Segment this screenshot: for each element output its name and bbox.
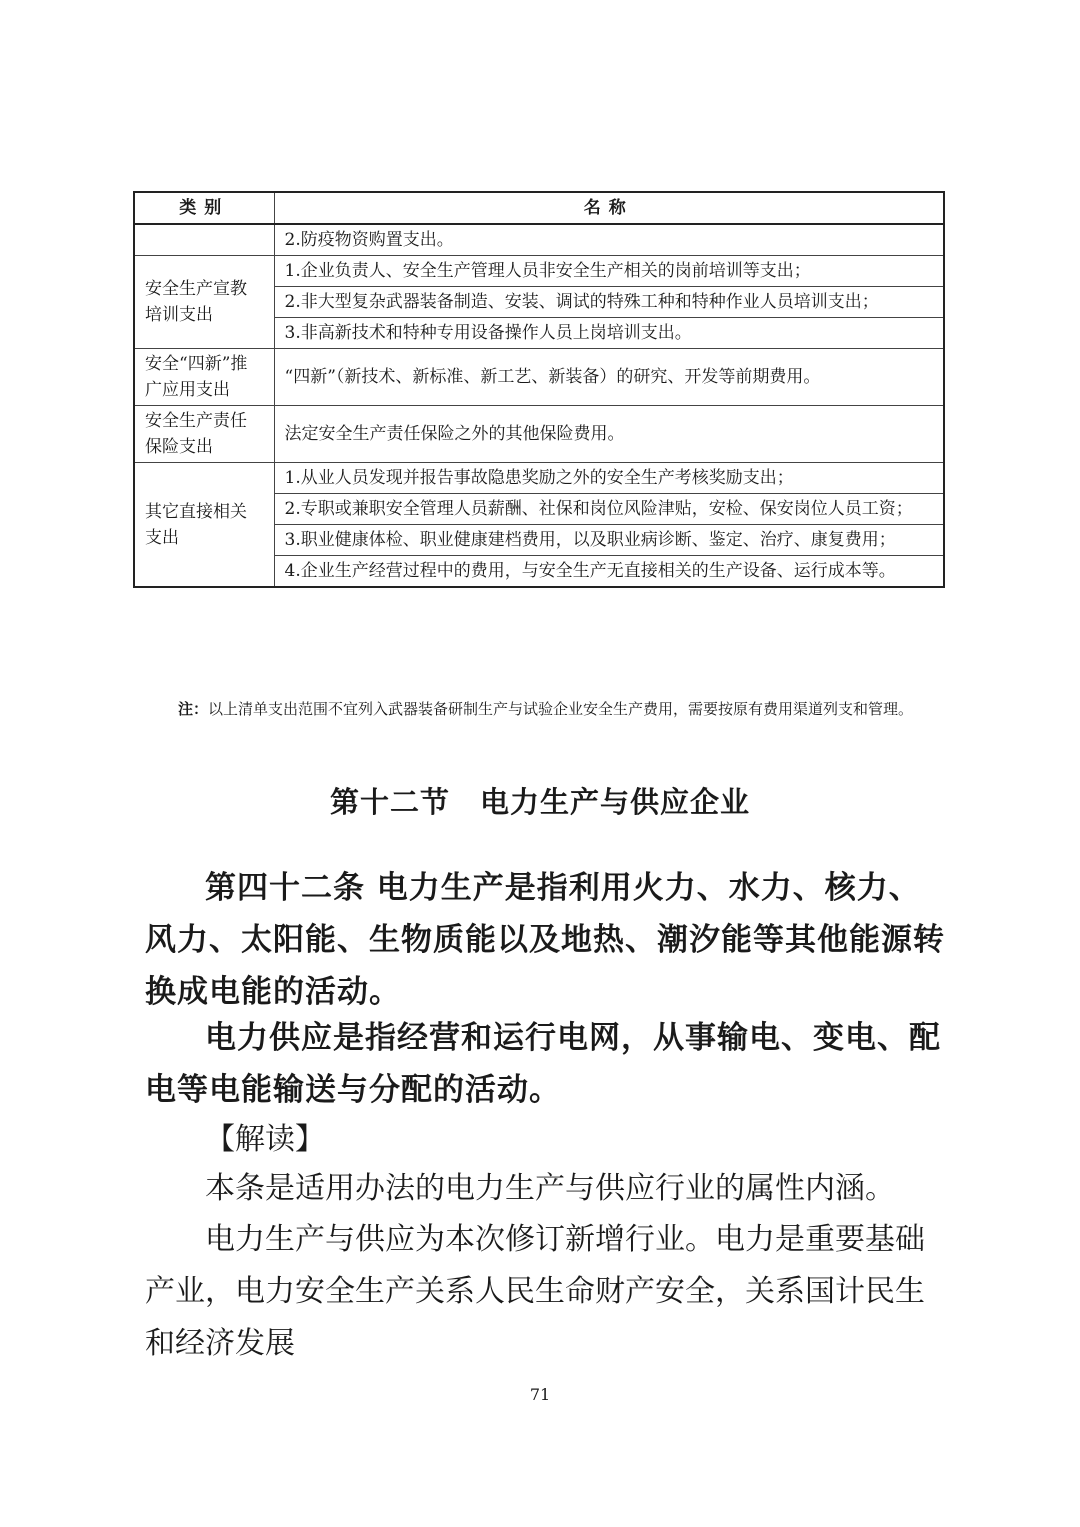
item-cell: “四新”（新技术、新标准、新工艺、新装备）的研究、开发等前期费用。 xyxy=(274,349,944,406)
table-row xyxy=(134,256,944,287)
category-cell: 安全“四新”推广应用支出 xyxy=(134,349,274,406)
item-cell: 2.专职或兼职安全管理人员薪酬、社保和岗位风险津贴，安检、保安岗位人员工资； xyxy=(274,494,944,525)
table-row xyxy=(134,224,944,256)
note-label: 注： xyxy=(178,700,209,718)
section-number: 第十二节 xyxy=(329,785,450,819)
item-cell: 2.非大型复杂武器装备制造、安装、调试的特殊工种和特种作业人员培训支出； xyxy=(274,287,944,318)
item-cell: 1.企业负责人、安全生产管理人员非安全生产相关的岗前培训等支出； xyxy=(274,256,944,287)
item-cell: 2.防疫物资购置支出。 xyxy=(274,224,944,256)
page-number: 71 xyxy=(529,1385,551,1404)
interpretation-paragraph-1: 本条是适用办法的电力生产与供应行业的属性内涵。 xyxy=(205,1171,895,1206)
interpretation-heading: 【解读】 xyxy=(205,1122,325,1157)
header-name: 名称 xyxy=(274,192,944,224)
section-title xyxy=(0,780,1080,821)
table-row xyxy=(134,463,944,494)
article-paragraph-1: 第四十二条 电力生产是指利用火力、水力、核力、风力、太阳能、生物质能以及地热、潮汐能等其他能源转换成电能的活动。 xyxy=(145,870,945,1010)
category-cell xyxy=(134,224,274,256)
category-cell: 安全生产宣教培训支出 xyxy=(134,256,274,349)
header-category: 类别 xyxy=(134,192,274,224)
category-cell: 其它直接相关支出 xyxy=(134,463,274,588)
interpretation-paragraph-2: 电力生产与供应为本次修订新增行业。电力是重要基础产业，电力安全生产关系人民生命财产安全，关系国计民生和经济发展 xyxy=(145,1222,925,1361)
table-row xyxy=(134,349,944,406)
table-header-row xyxy=(134,192,944,224)
article-paragraph-2: 电力供应是指经营和运行电网，从事输电、变电、配电等电能输送与分配的活动。 xyxy=(145,1020,941,1108)
item-cell: 1.从业人员发现并报告事故隐患奖励之外的安全生产考核奖励支出； xyxy=(274,463,944,494)
item-cell: 3.职业健康体检、职业健康建档费用，以及职业病诊断、鉴定、治疗、康复费用； xyxy=(274,525,944,556)
table-body xyxy=(134,224,944,587)
item-cell: 法定安全生产责任保险之外的其他保险费用。 xyxy=(274,406,944,463)
category-cell: 安全生产责任保险支出 xyxy=(134,406,274,463)
expense-table xyxy=(133,191,945,588)
item-cell: 4.企业生产经营过程中的费用，与安全生产无直接相关的生产设备、运行成本等。 xyxy=(274,556,944,588)
item-cell: 3.非高新技术和特种专用设备操作人员上岗培训支出。 xyxy=(274,318,944,349)
table-note xyxy=(140,694,940,724)
section-name: 电力生产与供应企业 xyxy=(480,785,751,819)
note-text: 以上清单支出范围不宜列入武器装备研制生产与试验企业安全生产费用，需要按原有费用渠道列支和管理。 xyxy=(208,700,914,718)
table-row xyxy=(134,406,944,463)
